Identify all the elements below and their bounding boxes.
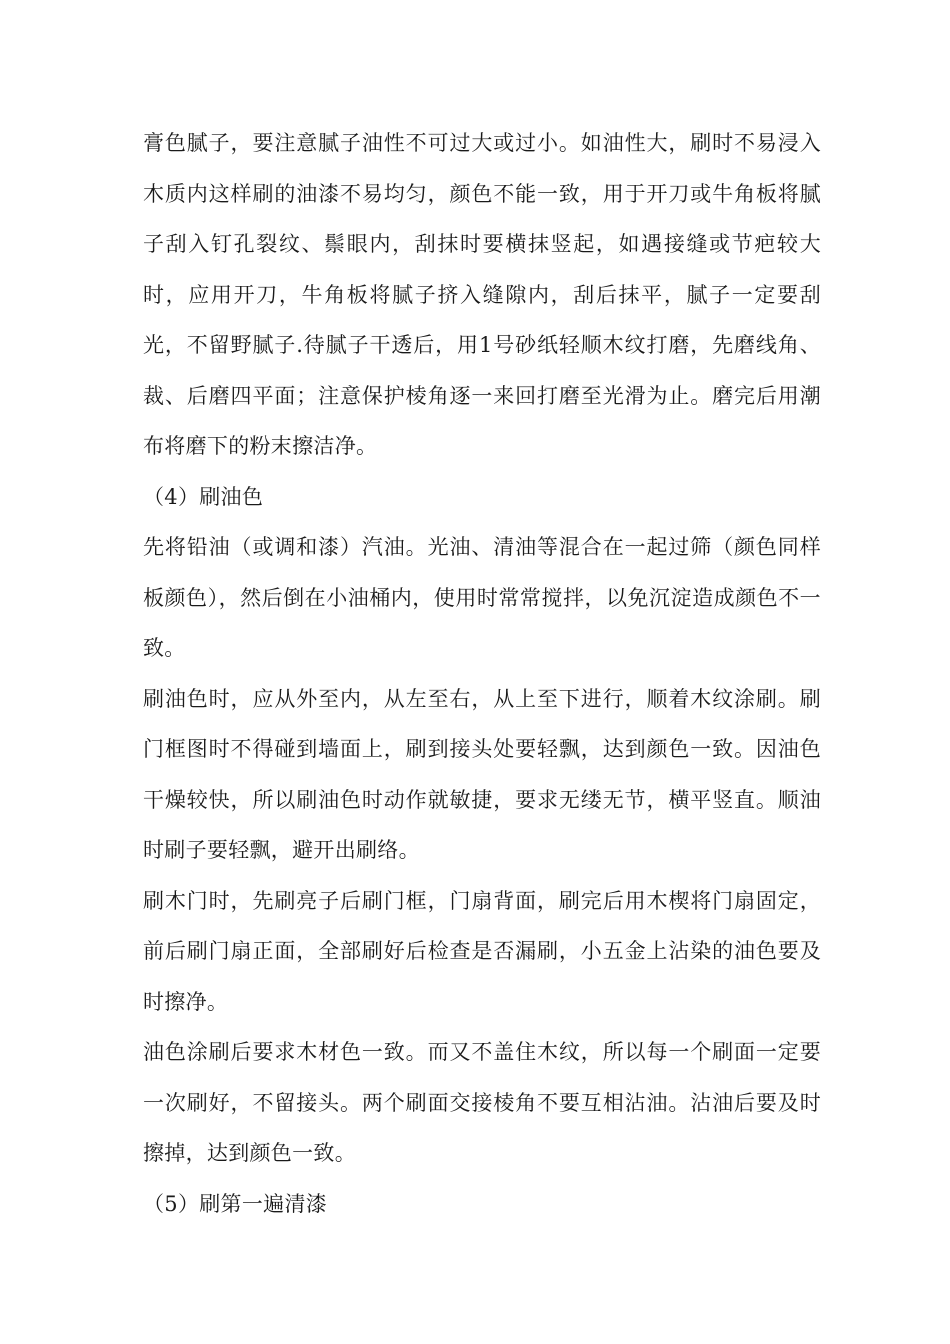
paragraph-brushing-direction: 刷油色时，应从外至内，从左至右，从上至下进行，顺着木纹涂刷。刷门框图时不得碰到墙面上，刷到接头处要轻飘，达到颜色一致。因油色干燥较快，所以刷油色时动作就敏捷，要求无缕无节，横平竖直。顺油时刷子要轻飘，避开出刷络。 bbox=[143, 686, 821, 862]
paragraph-color-uniformity: 油色涂刷后要求木材色一致。而又不盖住木纹，所以每一个刷面一定要一次刷好，不留接头。两个刷面交接棱角不要互相沾油。沾油后要及时擦掉，达到颜色一致。 bbox=[143, 1040, 821, 1165]
section-heading-step-5: （5）刷第一遍清漆 bbox=[143, 1191, 328, 1216]
document-body bbox=[143, 118, 821, 1229]
paragraph-mixing-oil-color: 先将铅油（或调和漆）汽油。光油、清油等混合在一起过筛（颜色同样板颜色），然后倒在小油桶内，使用时常常搅拌，以免沉淀造成颜色不一致。 bbox=[143, 535, 821, 660]
paragraph-putty-sanding: 膏色腻子，要注意腻子油性不可过大或过小。如油性大，刷时不易浸入木质内这样刷的油漆不易均匀，颜色不能一致，用于开刀或牛角板将腻子刮入钉孔裂纹、鬃眼内，刮抹时要横抹竖起，如遇接缝或节疤较大时，应用开刀，牛角板将腻子挤入缝隙内，刮后抹平，腻子一定要刮光，不留野腻子.待腻子干透后，用1号砂纸轻顺木纹打磨，先磨线角、裁、后磨四平面；注意保护棱角逐一来回打磨至光滑为止。磨完后用潮布将磨下的粉末擦洁净。 bbox=[143, 131, 821, 458]
section-heading-step-4: （4）刷油色 bbox=[143, 484, 264, 509]
paragraph-wooden-door: 刷木门时，先刷亮子后刷门框，门扇背面，刷完后用木楔将门扇固定，前后刷门扇正面，全部刷好后检查是否漏刷，小五金上沾染的油色要及时擦净。 bbox=[143, 888, 821, 1014]
